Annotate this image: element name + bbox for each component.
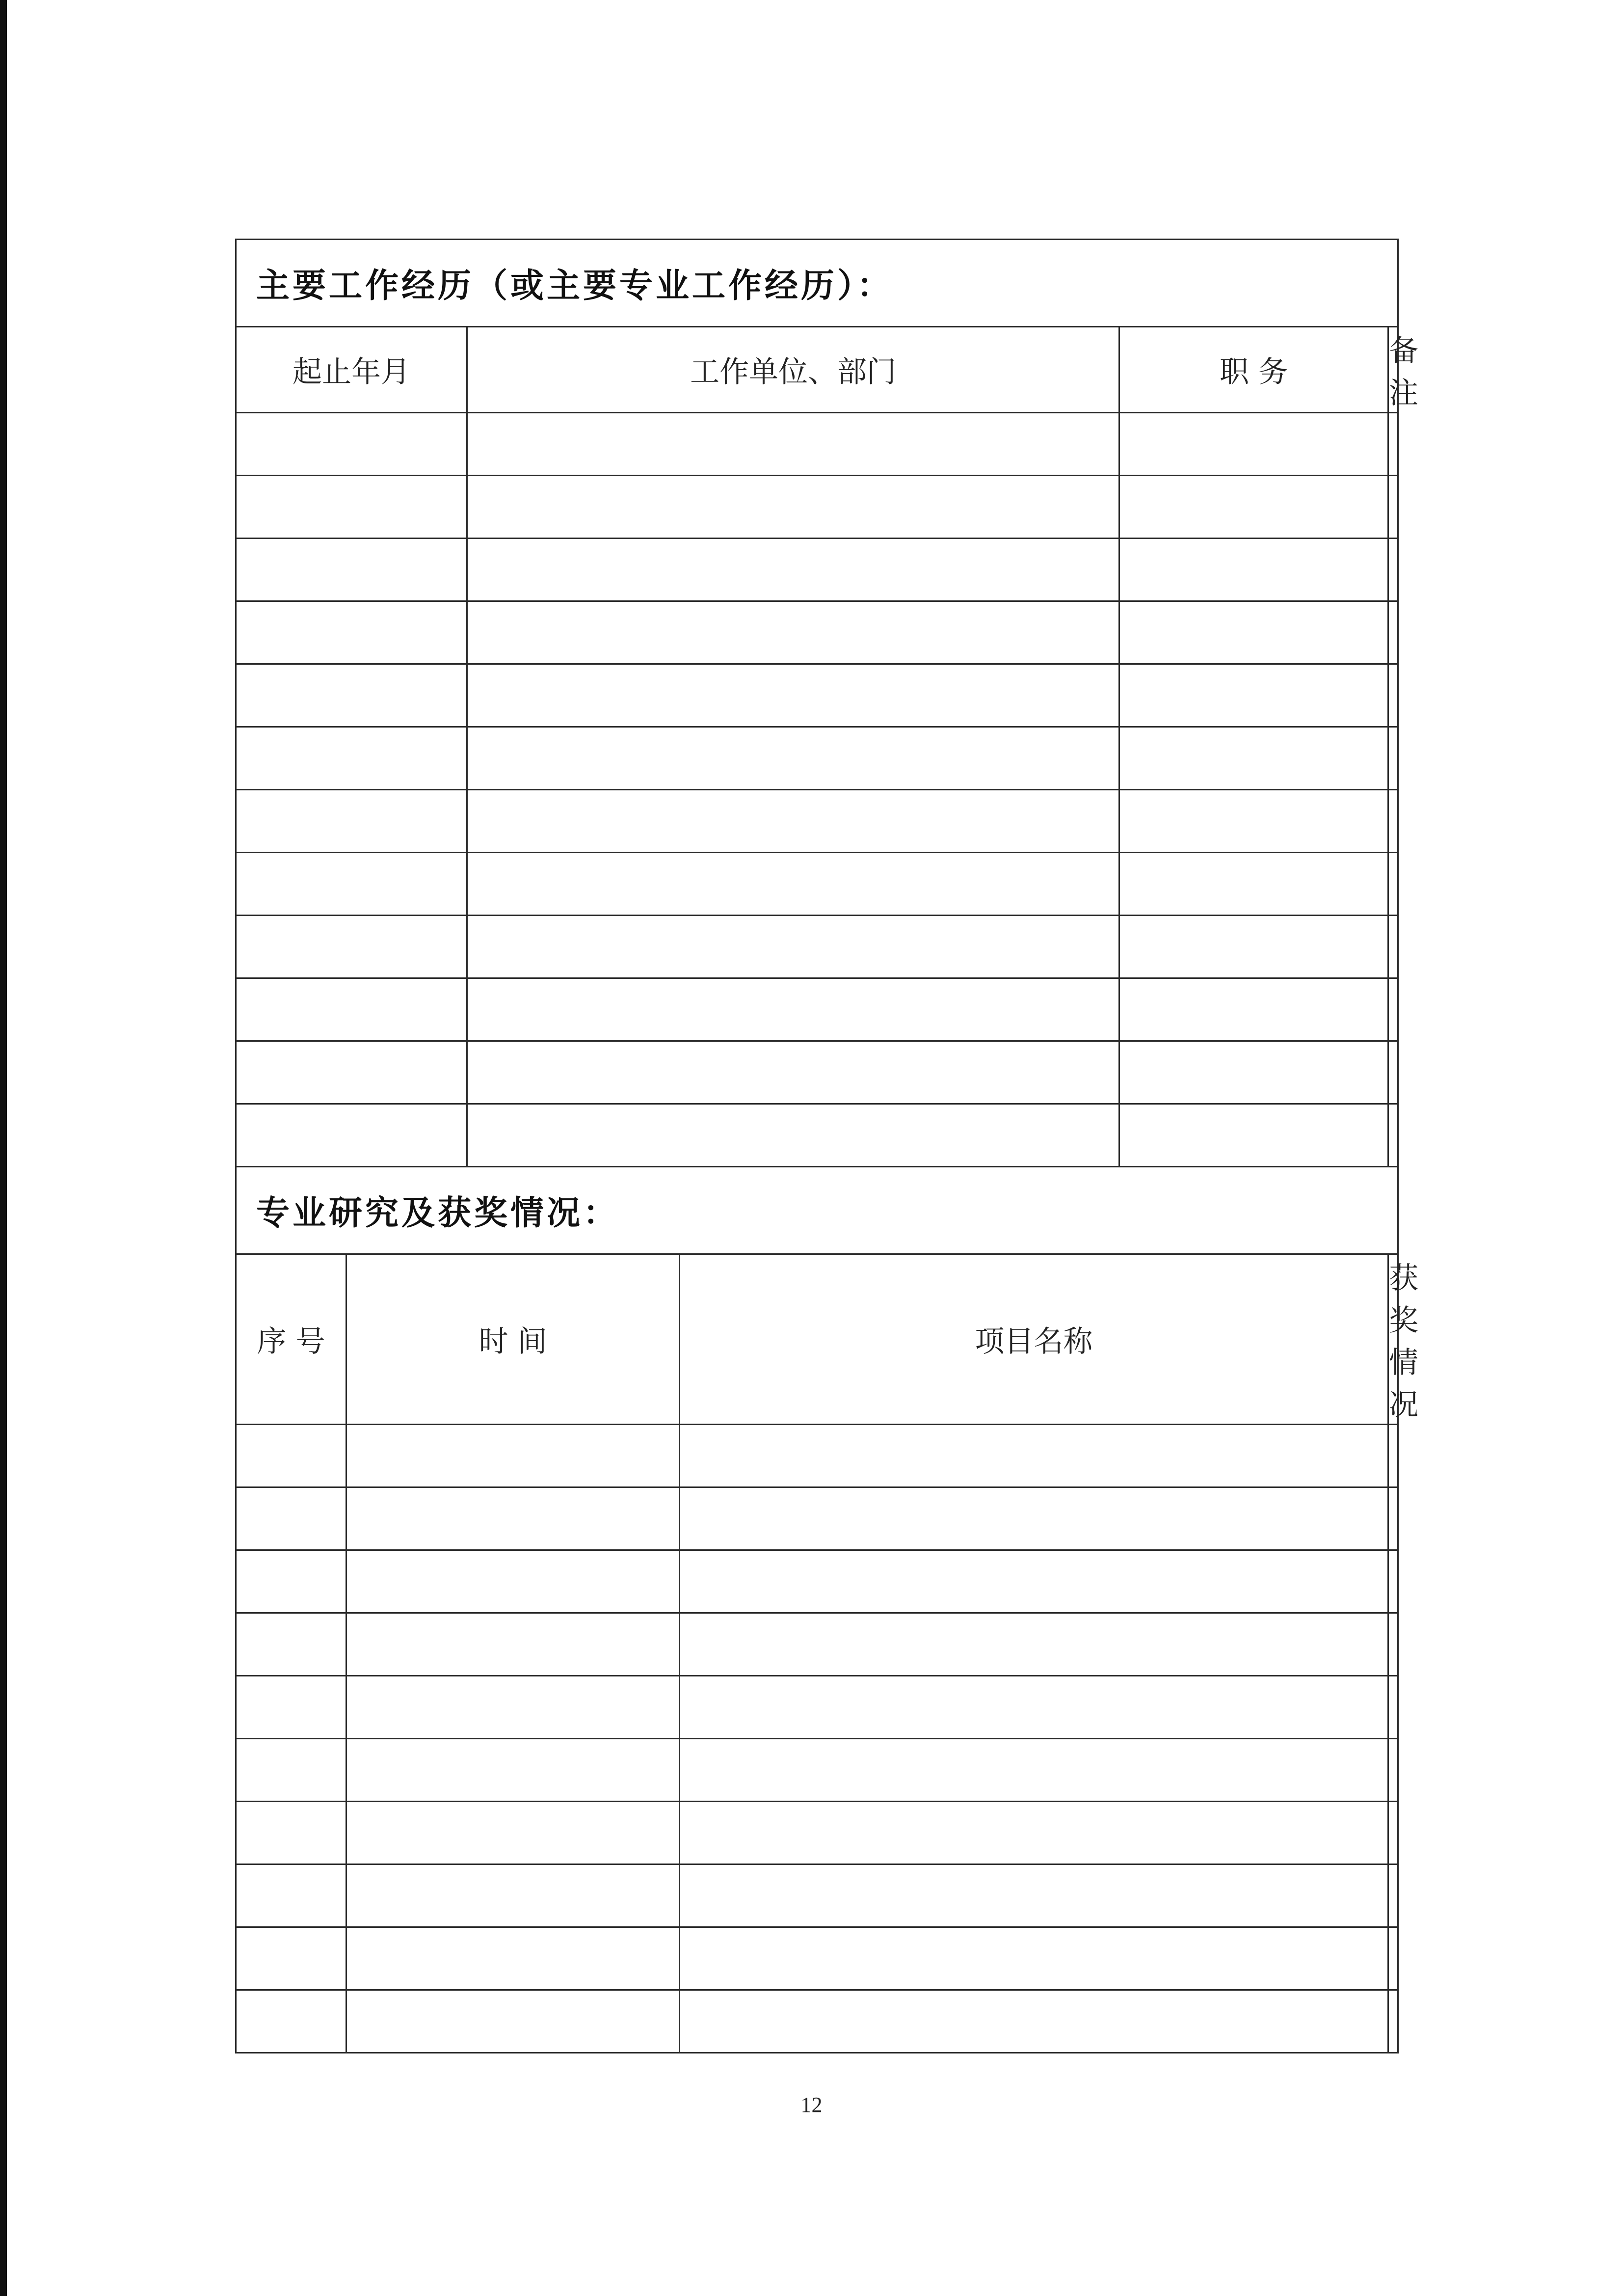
research-awards-time-cell[interactable] (346, 1990, 680, 2053)
research-awards-serial-number-cell[interactable] (236, 1990, 346, 2053)
header-position: 职 务 (1119, 327, 1388, 413)
research-awards-serial-number-cell[interactable] (236, 1550, 346, 1613)
work-history-period-cell[interactable] (236, 727, 467, 790)
work-history-position-cell[interactable] (1119, 790, 1388, 853)
work-history-employer-department-cell[interactable] (467, 539, 1119, 601)
work-history-period-cell[interactable] (236, 1041, 467, 1104)
work-history-position-cell[interactable] (1119, 916, 1388, 978)
research-awards-award-status-cell[interactable] (1388, 1550, 1398, 1613)
work-history-row (236, 978, 1398, 1041)
research-awards-row (236, 1739, 1398, 1802)
work-history-period-cell[interactable] (236, 413, 467, 476)
work-history-employer-department-cell[interactable] (467, 476, 1119, 539)
work-history-remarks-cell[interactable] (1388, 1104, 1398, 1167)
research-awards-title: 专业研究及获奖情况： (236, 1167, 1398, 1254)
work-history-period-cell[interactable] (236, 1104, 467, 1167)
research-awards-serial-number-cell[interactable] (236, 1487, 346, 1550)
work-history-remarks-cell[interactable] (1388, 916, 1398, 978)
header-serial-number: 序 号 (236, 1254, 346, 1425)
work-history-position-cell[interactable] (1119, 978, 1388, 1041)
work-history-remarks-cell[interactable] (1388, 476, 1398, 539)
research-awards-project-name-cell[interactable] (680, 1676, 1388, 1739)
header-time: 时 间 (346, 1254, 680, 1425)
header-remarks: 备 注 (1388, 327, 1398, 413)
work-history-row (236, 1104, 1398, 1167)
work-history-remarks-cell[interactable] (1388, 978, 1398, 1041)
research-awards-time-cell[interactable] (346, 1676, 680, 1739)
research-awards-project-name-cell[interactable] (680, 1425, 1388, 1487)
work-history-position-cell[interactable] (1119, 539, 1388, 601)
work-history-period-cell[interactable] (236, 916, 467, 978)
work-history-remarks-cell[interactable] (1388, 727, 1398, 790)
work-history-period-cell[interactable] (236, 978, 467, 1041)
work-history-title: 主要工作经历（或主要专业工作经历）： (236, 240, 1398, 327)
form-body (236, 240, 1418, 2053)
research-awards-serial-number-cell[interactable] (236, 1676, 346, 1739)
research-awards-row (236, 1613, 1398, 1676)
research-awards-serial-number-cell[interactable] (236, 1802, 346, 1864)
research-awards-project-name-cell[interactable] (680, 1990, 1388, 2053)
research-awards-project-name-cell[interactable] (680, 1739, 1388, 1802)
research-awards-time-cell[interactable] (346, 1864, 680, 1927)
work-history-period-cell[interactable] (236, 664, 467, 727)
work-history-position-cell[interactable] (1119, 1104, 1388, 1167)
work-history-period-cell[interactable] (236, 601, 467, 664)
work-history-row (236, 916, 1398, 978)
scan-edge (0, 0, 7, 2296)
research-awards-award-status-cell[interactable] (1388, 1802, 1398, 1864)
research-awards-row (236, 1990, 1398, 2053)
work-history-remarks-cell[interactable] (1388, 664, 1398, 727)
work-history-employer-department-cell[interactable] (467, 1041, 1119, 1104)
work-history-position-cell[interactable] (1119, 853, 1388, 916)
work-history-period-cell[interactable] (236, 853, 467, 916)
work-history-employer-department-cell[interactable] (467, 664, 1119, 727)
work-history-position-cell[interactable] (1119, 664, 1388, 727)
research-awards-serial-number-cell[interactable] (236, 1927, 346, 1990)
work-history-employer-department-cell[interactable] (467, 790, 1119, 853)
research-awards-project-name-cell[interactable] (680, 1550, 1388, 1613)
research-awards-header-row (236, 1254, 1398, 1425)
work-history-period-cell[interactable] (236, 476, 467, 539)
research-awards-serial-number-cell[interactable] (236, 1739, 346, 1802)
work-history-remarks-cell[interactable] (1388, 601, 1398, 664)
research-awards-row (236, 1864, 1398, 1927)
research-awards-row (236, 1550, 1398, 1613)
work-history-employer-department-cell[interactable] (467, 978, 1119, 1041)
research-awards-serial-number-cell[interactable] (236, 1425, 346, 1487)
work-history-row (236, 539, 1398, 601)
research-awards-award-status-cell[interactable] (1388, 1990, 1398, 2053)
work-history-row (236, 727, 1398, 790)
work-history-employer-department-cell[interactable] (467, 727, 1119, 790)
research-awards-title-row (236, 1167, 1398, 1254)
work-history-remarks-cell[interactable] (1388, 539, 1398, 601)
work-history-position-cell[interactable] (1119, 601, 1388, 664)
research-awards-time-cell[interactable] (346, 1487, 680, 1550)
research-awards-serial-number-cell[interactable] (236, 1613, 346, 1676)
work-history-row (236, 601, 1398, 664)
work-history-remarks-cell[interactable] (1388, 853, 1398, 916)
research-awards-award-status-cell[interactable] (1388, 1425, 1398, 1487)
research-awards-serial-number-cell[interactable] (236, 1864, 346, 1927)
work-history-position-cell[interactable] (1119, 476, 1388, 539)
work-history-position-cell[interactable] (1119, 413, 1388, 476)
header-period: 起止年月 (236, 327, 467, 413)
research-awards-time-cell[interactable] (346, 1613, 680, 1676)
research-awards-row (236, 1927, 1398, 1990)
research-awards-row (236, 1425, 1398, 1487)
research-awards-project-name-cell[interactable] (680, 1487, 1388, 1550)
resume-form-table (235, 239, 1418, 2053)
research-awards-award-status-cell[interactable] (1388, 1487, 1398, 1550)
work-history-row (236, 413, 1398, 476)
work-history-employer-department-cell[interactable] (467, 601, 1119, 664)
research-awards-award-status-cell[interactable] (1388, 1927, 1398, 1990)
work-history-period-cell[interactable] (236, 790, 467, 853)
research-awards-row (236, 1487, 1398, 1550)
research-awards-award-status-cell[interactable] (1388, 1676, 1398, 1739)
research-awards-award-status-cell[interactable] (1388, 1613, 1398, 1676)
work-history-row (236, 790, 1398, 853)
work-history-remarks-cell[interactable] (1388, 1041, 1398, 1104)
work-history-row (236, 853, 1398, 916)
work-history-row (236, 664, 1398, 727)
research-awards-award-status-cell[interactable] (1388, 1864, 1398, 1927)
work-history-employer-department-cell[interactable] (467, 1104, 1119, 1167)
work-history-row (236, 1041, 1398, 1104)
work-history-period-cell[interactable] (236, 539, 467, 601)
header-award-status: 获奖情况 (1388, 1254, 1398, 1425)
research-awards-project-name-cell[interactable] (680, 1802, 1388, 1864)
work-history-position-cell[interactable] (1119, 727, 1388, 790)
research-awards-time-cell[interactable] (346, 1802, 680, 1864)
research-awards-time-cell[interactable] (346, 1739, 680, 1802)
work-history-remarks-cell[interactable] (1388, 413, 1398, 476)
work-history-header-row (236, 327, 1398, 413)
header-employer-department: 工作单位、部门 (467, 327, 1119, 413)
work-history-title-row (236, 240, 1398, 327)
research-awards-row (236, 1676, 1398, 1739)
work-history-remarks-cell[interactable] (1388, 790, 1398, 853)
research-awards-award-status-cell[interactable] (1388, 1739, 1398, 1802)
work-history-row (236, 476, 1398, 539)
work-history-employer-department-cell[interactable] (467, 413, 1119, 476)
work-history-position-cell[interactable] (1119, 1041, 1388, 1104)
work-history-employer-department-cell[interactable] (467, 916, 1119, 978)
research-awards-project-name-cell[interactable] (680, 1864, 1388, 1927)
research-awards-time-cell[interactable] (346, 1550, 680, 1613)
research-awards-time-cell[interactable] (346, 1927, 680, 1990)
page-number: 12 (800, 2093, 823, 2117)
work-history-employer-department-cell[interactable] (467, 853, 1119, 916)
header-project-name: 项目名称 (680, 1254, 1388, 1425)
research-awards-project-name-cell[interactable] (680, 1927, 1388, 1990)
research-awards-row (236, 1802, 1398, 1864)
research-awards-time-cell[interactable] (346, 1425, 680, 1487)
research-awards-project-name-cell[interactable] (680, 1613, 1388, 1676)
